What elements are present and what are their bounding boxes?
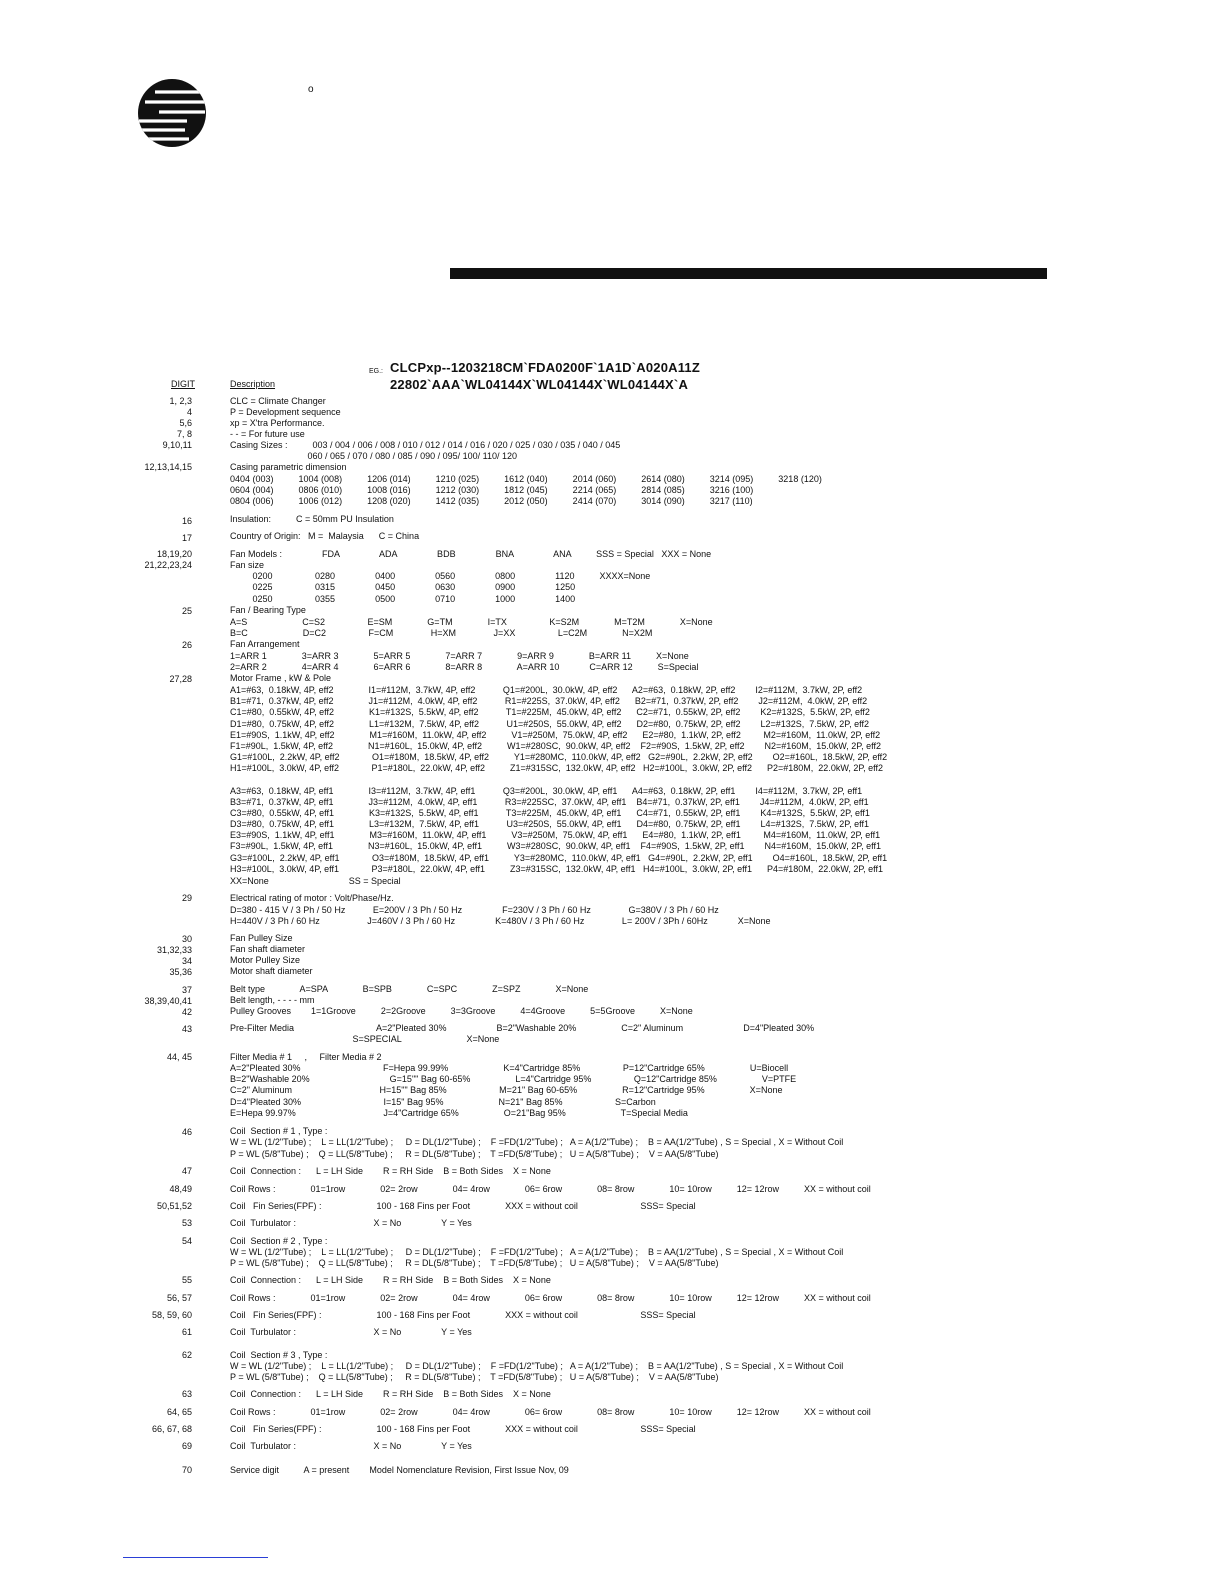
description-line: F3=#90L, 1.5kW, 4P, eff1 N3=#160L, 15.0kW, 4P, eff1 W3=#280SC, 90.0kW, 4P, eff1 F4=#90S, 1.5kW, 2P, eff1 N4=#160M, 15.0kW, 2P, eff1 — [230, 841, 881, 851]
digit-label: 70 — [181, 1465, 192, 1475]
digit-label: 44, 45 — [166, 1052, 192, 1062]
description-line: 060 / 065 / 070 / 080 / 085 / 090 / 095/ 100/ 110/ 120 — [230, 451, 518, 461]
digit-label: 18,19,20 — [156, 549, 192, 559]
description-line: Filter Media # 1 , Filter Media # 2 — [230, 1052, 382, 1062]
description-line: Motor Frame , kW & Pole — [230, 673, 332, 683]
description-line: B1=#71, 0.37kW, 4P, eff2 J1=#112M, 4.0kW, 4P, eff2 R1=#225S, 37.0kW, 4P, eff2 B2=#71, 0.37kW, 2P, eff2 J2=#112M, 4.0kW, 2P, eff2 — [230, 696, 868, 706]
digit-label: 29 — [181, 893, 192, 903]
description-line: C=2" Aluminum H=15"" Bag 85% M=21" Bag 60-65% R=12"Cartridge 95% X=None — [230, 1085, 783, 1095]
description-line: Coil Connection : L = LH Side R = RH Side B = Both Sides X = None — [230, 1389, 551, 1399]
degree-mark: o — [308, 84, 314, 95]
digit-label: 1, 2,3 — [169, 396, 192, 406]
description-line: D=4"Pleated 30% I=15" Bag 95% N=21" Bag 85% S=Carbon — [230, 1097, 656, 1107]
description-line: Casing Sizes : 003 / 004 / 006 / 008 / 010 / 012 / 014 / 016 / 020 / 025 / 030 / 035 / 040 / 045 — [230, 440, 621, 450]
description-line: W = WL (1/2"Tube) ; L = LL(1/2"Tube) ; D = DL(1/2"Tube) ; F =FD(1/2"Tube) ; A = A(1/2"Tube) ; B = AA(1/2"Tube) , S = Special , X = Without Coil — [230, 1137, 844, 1147]
description-line: H3=#100L, 3.0kW, 4P, eff1 P3=#180L, 22.0kW, 4P, eff1 Z3=#315SC, 132.0kW, 4P, eff1 H4=#100L, 3.0kW, 2P, eff1 P4=#180M, 22.0kW, 2P, eff1 — [230, 864, 884, 874]
digit-label: 42 — [181, 1007, 192, 1017]
digit-label: 4 — [186, 407, 192, 417]
digit-label: 16 — [181, 516, 192, 526]
description-line: Coil Fin Series(FPF) : 100 - 168 Fins per Foot XXX = without coil SSS= Special — [230, 1201, 696, 1211]
digit-label: 5,6 — [179, 418, 192, 428]
digit-label: 12,13,14,15 — [144, 462, 192, 472]
footer-rule — [123, 1557, 268, 1558]
description-line: P = WL (5/8"Tube) ; Q = LL(5/8"Tube) ; R = DL(5/8"Tube) ; T =FD(5/8"Tube) ; U = A(5/8"Tube) ; V = AA(5/8"Tube) — [230, 1149, 719, 1159]
description-line: B=C D=C2 F=CM H=XM J=XX L=C2M N=X2M — [230, 628, 653, 638]
description-line: 0250 0355 0500 0710 1000 1400 — [230, 594, 576, 604]
description-line: Belt length, - - - - mm — [230, 995, 315, 1005]
description-line: Coil Rows : 01=1row 02= 2row 04= 4row 06= 6row 08= 8row 10= 10row 12= 12row XX = without coil — [230, 1293, 871, 1303]
description-line: Coil Section # 2 , Type : — [230, 1236, 328, 1246]
description-line: A=2"Pleated 30% F=Hepa 99.99% K=4"Cartridge 85% P=12"Cartridge 65% U=Biocell — [230, 1063, 789, 1073]
description-line: Coil Fin Series(FPF) : 100 - 168 Fins per Foot XXX = without coil SSS= Special — [230, 1310, 696, 1320]
description-line: Service digit A = present Model Nomenclature Revision, First Issue Nov, 09 — [230, 1465, 569, 1475]
digit-label: 50,51,52 — [156, 1201, 192, 1211]
digit-column-header: DIGIT — [171, 379, 195, 389]
description-line: Coil Connection : L = LH Side R = RH Side B = Both Sides X = None — [230, 1166, 551, 1176]
carrier-globe-logo-icon — [137, 78, 207, 148]
description-line: 2=ARR 2 4=ARR 4 6=ARR 6 8=ARR 8 A=ARR 10 C=ARR 12 S=Special — [230, 662, 699, 672]
description-line: 0225 0315 0450 0630 0900 1250 — [230, 582, 576, 592]
digit-label: 38,39,40,41 — [144, 996, 192, 1006]
description-line: G3=#100L, 2.2kW, 4P, eff1 O3=#180M, 18.5kW, 4P, eff1 Y3=#280MC, 110.0kW, 4P, eff1 G4=#90L, 2.2kW, 2P, eff1 O4=#160L, 18.5kW, 2P, eff1 — [230, 853, 888, 863]
description-line: F1=#90L, 1.5kW, 4P, eff2 N1=#160L, 15.0kW, 4P, eff2 W1=#280SC, 90.0kW, 4P, eff2 F2=#90S, 1.5kW, 2P, eff2 N2=#160M, 15.0kW, 2P, eff2 — [230, 741, 881, 751]
description-line: 0804 (006) 1006 (012) 1208 (020) 1412 (035) 2012 (050) 2414 (070) 3014 (090) 3217 (110) — [230, 496, 753, 506]
digit-label: 9,10,11 — [162, 440, 192, 450]
digit-label: 61 — [181, 1327, 192, 1337]
description-line: Fan size — [230, 560, 265, 570]
description-line: Fan shaft diameter — [230, 944, 306, 954]
description-line: Fan Models : FDA ADA BDB BNA ANA SSS = Special XXX = None — [230, 549, 712, 559]
description-line: G1=#100L, 2.2kW, 4P, eff2 O1=#180M, 18.5kW, 4P, eff2 Y1=#280MC, 110.0kW, 4P, eff2 G2=#90L, 2.2kW, 2P, eff2 O2=#160L, 18.5kW, 2P, eff2 — [230, 752, 888, 762]
digit-label: 26 — [181, 640, 192, 650]
digit-label: 48,49 — [169, 1184, 192, 1194]
description-line: Fan / Bearing Type — [230, 605, 306, 615]
digit-label: 53 — [181, 1218, 192, 1228]
description-line: Country of Origin: M = Malaysia C = China — [230, 531, 420, 541]
digit-label: 35,36 — [169, 967, 192, 977]
digit-label: 31,32,33 — [156, 945, 192, 955]
description-line: Coil Rows : 01=1row 02= 2row 04= 4row 06= 6row 08= 8row 10= 10row 12= 12row XX = without coil — [230, 1184, 871, 1194]
description-line: Coil Section # 3 , Type : — [230, 1350, 328, 1360]
description-line: - - = For future use — [230, 429, 305, 439]
description-line: Pulley Grooves 1=1Groove 2=2Groove 3=3Groove 4=4Groove 5=5Groove X=None — [230, 1006, 693, 1016]
digit-label: 27,28 — [169, 674, 192, 684]
digit-label: 47 — [181, 1166, 192, 1176]
description-line: W = WL (1/2"Tube) ; L = LL(1/2"Tube) ; D = DL(1/2"Tube) ; F =FD(1/2"Tube) ; A = A(1/2"Tube) ; B = AA(1/2"Tube) , S = Special , X = Without Coil — [230, 1247, 844, 1257]
example-label: EG.: — [369, 368, 384, 375]
description-line: E3=#90S, 1.1kW, 4P, eff1 M3=#160M, 11.0kW, 4P, eff1 V3=#250M, 75.0kW, 4P, eff1 E4=#80, 1.1kW, 2P, eff1 M4=#160M, 11.0kW, 2P, eff1 — [230, 830, 881, 840]
description-line: Coil Section # 1 , Type : — [230, 1126, 328, 1136]
description-line: Belt type A=SPA B=SPB C=SPC Z=SPZ X=None — [230, 984, 589, 994]
description-line: A1=#63, 0.18kW, 4P, eff2 I1=#112M, 3.7kW, 4P, eff2 Q1=#200L, 30.0kW, 4P, eff2 A2=#63, 0.18kW, 2P, eff2 I2=#112M, 3.7kW, 2P, eff2 — [230, 685, 863, 695]
digit-label: 34 — [181, 956, 192, 966]
digit-label: 63 — [181, 1389, 192, 1399]
digit-label: 37 — [181, 985, 192, 995]
description-line: A3=#63, 0.18kW, 4P, eff1 I3=#112M, 3.7kW, 4P, eff1 Q3=#200L, 30.0kW, 4P, eff1 A4=#63, 0.18kW, 2P, eff1 I4=#112M, 3.7kW, 2P, eff1 — [230, 786, 863, 796]
digit-label: 66, 67, 68 — [151, 1424, 192, 1434]
description-line: D1=#80, 0.75kW, 4P, eff2 L1=#132M, 7.5kW, 4P, eff2 U1=#250S, 55.0kW, 4P, eff2 D2=#80, 0.75kW, 2P, eff2 L2=#132S, 7.5kW, 2P, eff2 — [230, 719, 869, 729]
description-line: P = WL (5/8"Tube) ; Q = LL(5/8"Tube) ; R = DL(5/8"Tube) ; T =FD(5/8"Tube) ; U = A(5/8"Tube) ; V = AA(5/8"Tube) — [230, 1372, 719, 1382]
description-line: E1=#90S, 1.1kW, 4P, eff2 M1=#160M, 11.0kW, 4P, eff2 V1=#250M, 75.0kW, 4P, eff2 E2=#80, 1.1kW, 2P, eff2 M2=#160M, 11.0kW, 2P, eff2 — [230, 730, 881, 740]
description-line: W = WL (1/2"Tube) ; L = LL(1/2"Tube) ; D = DL(1/2"Tube) ; F =FD(1/2"Tube) ; A = A(1/2"Tube) ; B = AA(1/2"Tube) , S = Special , X = Without Coil — [230, 1361, 844, 1371]
example-code-line-1: CLCPxp--1203218CM`FDA0200F`1A1D`A020A11Z — [390, 360, 700, 375]
description-line: Coil Turbulator : X = No Y = Yes — [230, 1441, 472, 1451]
description-line: Motor shaft diameter — [230, 966, 313, 976]
description-line: C1=#80, 0.55kW, 4P, eff2 K1=#132S, 5.5kW, 4P, eff2 T1=#225M, 45.0kW, 4P, eff2 C2=#71, 0.55kW, 2P, eff2 K2=#132S, 5.5kW, 2P, eff2 — [230, 707, 870, 717]
description-line: Motor Pulley Size — [230, 955, 301, 965]
description-line: A=S C=S2 E=SM G=TM I=TX K=S2M M=T2M X=None — [230, 617, 713, 627]
description-line: CLC = Climate Changer — [230, 396, 326, 406]
description-line: 0604 (004) 0806 (010) 1008 (016) 1212 (030) 1812 (045) 2214 (065) 2814 (085) 3216 (100) — [230, 485, 754, 495]
digit-label: 55 — [181, 1275, 192, 1285]
digit-label: 43 — [181, 1024, 192, 1034]
description-line: Coil Connection : L = LH Side R = RH Side B = Both Sides X = None — [230, 1275, 551, 1285]
digit-label: 56, 57 — [166, 1293, 192, 1303]
description-line: Coil Turbulator : X = No Y = Yes — [230, 1218, 472, 1228]
description-line: xp = X'tra Performance. — [230, 418, 325, 428]
description-line: Pre-Filter Media A=2"Pleated 30% B=2"Washable 20% C=2" Aluminum D=4"Pleated 30% — [230, 1023, 815, 1033]
description-line: P = WL (5/8"Tube) ; Q = LL(5/8"Tube) ; R = DL(5/8"Tube) ; T =FD(5/8"Tube) ; U = A(5/8"Tube) ; V = AA(5/8"Tube) — [230, 1258, 719, 1268]
digit-label: 62 — [181, 1350, 192, 1360]
digit-label: 64, 65 — [166, 1407, 192, 1417]
digit-label: 25 — [181, 606, 192, 616]
digit-label: 54 — [181, 1236, 192, 1246]
description-line: Coil Fin Series(FPF) : 100 - 168 Fins per Foot XXX = without coil SSS= Special — [230, 1424, 696, 1434]
description-line: D=380 - 415 V / 3 Ph / 50 Hz E=200V / 3 Ph / 50 Hz F=230V / 3 Ph / 60 Hz G=380V / 3 Ph / 60 Hz — [230, 905, 719, 915]
description-line: Electrical rating of motor : Volt/Phase/Hz. — [230, 893, 394, 903]
description-line: P = Development sequence — [230, 407, 341, 417]
description-line: 0404 (003) 1004 (008) 1206 (014) 1210 (025) 1612 (040) 2014 (060) 2614 (080) 3214 (095) 3218 (120) — [230, 474, 822, 484]
description-line: B3=#71, 0.37kW, 4P, eff1 J3=#112M, 4.0kW, 4P, eff1 R3=#225SC, 37.0kW, 4P, eff1 B4=#71, 0.37kW, 2P, eff1 J4=#112M, 4.0kW, 2P, eff1 — [230, 797, 869, 807]
description-line: B=2"Washable 20% G=15"" Bag 60-65% L=4"Cartridge 95% Q=12"Cartridge 85% V=PTFE — [230, 1074, 797, 1084]
digit-label: 21,22,23,24 — [144, 560, 192, 570]
description-line: Coil Turbulator : X = No Y = Yes — [230, 1327, 472, 1337]
digit-label: 69 — [181, 1441, 192, 1451]
digit-label: 7, 8 — [176, 429, 192, 439]
description-line: 1=ARR 1 3=ARR 3 5=ARR 5 7=ARR 7 9=ARR 9 B=ARR 11 X=None — [230, 651, 689, 661]
description-line: Fan Arrangement — [230, 639, 300, 649]
example-code-line-2: 22802`AAA`WL04144X`WL04144X`WL04144X`A — [390, 377, 689, 392]
description-column-header: Description — [230, 379, 276, 389]
description-line: D3=#80, 0.75kW, 4P, eff1 L3=#132M, 7.5kW, 4P, eff1 U3=#250S, 55.0kW, 4P, eff1 D4=#80, 0.75kW, 2P, eff1 L4=#132S, 7.5kW, 2P, eff1 — [230, 819, 869, 829]
header-bar — [450, 268, 1047, 279]
digit-label: 46 — [181, 1127, 192, 1137]
description-line: Fan Pulley Size — [230, 933, 293, 943]
description-line: H1=#100L, 3.0kW, 4P, eff2 P1=#180L, 22.0kW, 4P, eff2 Z1=#315SC, 132.0kW, 4P, eff2 H2=#100L, 3.0kW, 2P, eff2 P2=#180M, 22.0kW, 2P, eff2 — [230, 763, 884, 773]
description-line: S=SPECIAL X=None — [230, 1034, 500, 1044]
description-line: XX=None SS = Special — [230, 876, 401, 886]
description-line: E=Hepa 99.97% J=4"Cartridge 65% O=21"Bag 95% T=Special Media — [230, 1108, 688, 1118]
description-line: Casing parametric dimension — [230, 462, 347, 472]
description-line: Coil Rows : 01=1row 02= 2row 04= 4row 06= 6row 08= 8row 10= 10row 12= 12row XX = without coil — [230, 1407, 871, 1417]
digit-label: 58, 59, 60 — [151, 1310, 192, 1320]
description-line: 0200 0280 0400 0560 0800 1120 XXXX=None — [230, 571, 651, 581]
description-line: Insulation: C = 50mm PU Insulation — [230, 514, 394, 524]
description-line: C3=#80, 0.55kW, 4P, eff1 K3=#132S, 5.5kW, 4P, eff1 T3=#225M, 45.0kW, 4P, eff1 C4=#71, 0.55kW, 2P, eff1 K4=#132S, 5.5kW, 2P, eff1 — [230, 808, 870, 818]
description-line: H=440V / 3 Ph / 60 Hz J=460V / 3 Ph / 60 Hz K=480V / 3 Ph / 60 Hz L= 200V / 3Ph / 60Hz X=None — [230, 916, 771, 926]
digit-label: 17 — [181, 533, 192, 543]
digit-label: 30 — [181, 934, 192, 944]
